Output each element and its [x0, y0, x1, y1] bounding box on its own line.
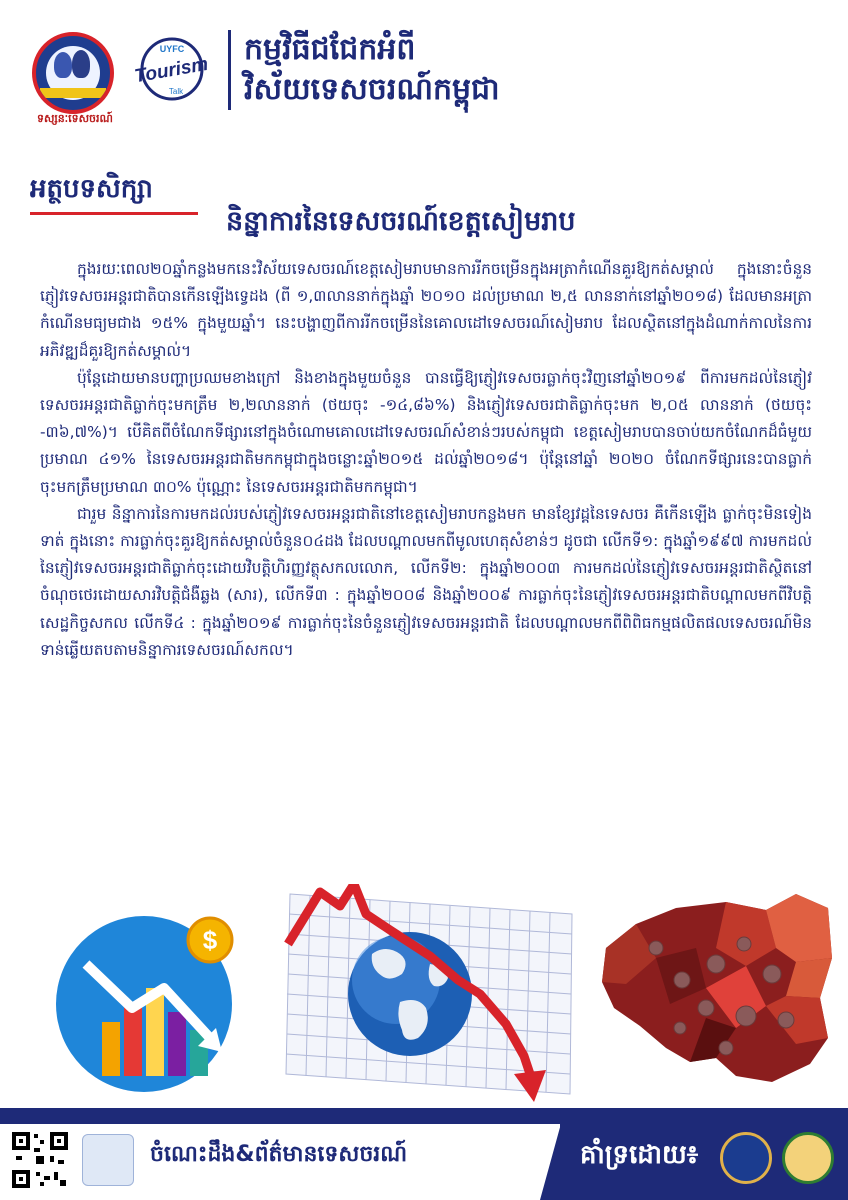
- program-title-line1: កម្មវិធីជជែកអំពី: [244, 32, 416, 67]
- tourism-talk-logo-bottom: Talk: [168, 87, 184, 96]
- footer-info-text: ចំណេះដឹង&ព័ត៌មានទេសចរណ៍: [150, 1142, 408, 1167]
- provincial-seal-icon: [782, 1132, 834, 1184]
- ministry-seal-icon: [720, 1132, 772, 1184]
- coin-symbol: $: [202, 925, 218, 955]
- tourism-talk-logo: [124, 34, 220, 104]
- organization-logo: [32, 32, 114, 114]
- organization-logo-caption: ទស្សនៈទេសចរណ៍: [37, 112, 113, 125]
- qr-code-icon[interactable]: [10, 1130, 70, 1190]
- footer-slant: [540, 1120, 562, 1200]
- globe-falling-graph-icon: [280, 884, 580, 1106]
- paragraph-1: ក្នុងរយៈពេល២០ឆ្នាំកន្លងមកនេះវិស័យទេសចរណ៍ខេត្តសៀមរាបមានការរីកចម្រើនក្នុងអត្រាកំណើនគួរឱ្យកត់សម្គាល់ ក្នុងនោះចំនួនភ្ញៀវទេសចរអន្តរជាតិបានកើនឡើងទ្វេដង (ពី ១,៣លាននាក់ក្នុងឆ្នាំ ២០១០ ដល់ប្រមាណ ២,៥ លាននាក់នៅឆ្នាំ២០១៨) ដែលមានអត្រាកំណើនមធ្យមជាង ១៥% ក្នុងមួយឆ្នាំ។ នេះបង្ហាញពីការរីកចម្រើននៃគោលដៅទេសចរណ៍សៀមរាប ដែលស្ថិតនៅក្នុងដំណាក់កាលនៃការអភិវឌ្ឍដ៏គួរឱ្យកត់សម្គាល់។: [40, 260, 812, 360]
- angkor-temple-logo: [82, 1134, 134, 1186]
- section-underline: [30, 212, 198, 215]
- article-title: និន្នាការនៃទេសចរណ៍ខេត្តសៀមរាប: [226, 206, 576, 237]
- paragraph-2: ប៉ុន្តែដោយមានបញ្ហាប្រឈមខាងក្រៅ និងខាងក្នុងមួយចំនួន បានធ្វើឱ្យភ្ញៀវទេសចរធ្លាក់ចុះវិញនៅឆ្នាំ២០១៩ ពីការមកដល់នៃភ្ញៀវទេសចរអន្តរជាតិធ្លាក់ចុះមកត្រឹម ២,២លាននាក់ (ថយចុះ -១៤,៨៦%) និងភ្ញៀវទេសចរជាតិធ្លាក់ចុះមក ២,០៥ លាននាក់ (ថយចុះ -៣៦,៧%)។ បើគិតពីចំណែកទីផ្សារនៅក្នុងចំណោមគោលដៅទេសចរណ៍សំខាន់ៗរបស់កម្ពុជា ខេត្តសៀមរាបបានចាប់យកចំណែកដ៏ធំមួយប្រមាណ ៤១% នៃទេសចរអន្តរជាតិមកកម្ពុជាក្នុងចន្លោះឆ្នាំ២០១៥ ដល់ឆ្នាំ២០១៨។ ប៉ុន្តែនៅឆ្នាំ ២០២០ ចំណែកទីផ្សារនេះបានធ្លាក់ចុះមកត្រឹមប្រមាណ ៣០% ប៉ុណ្ណោះ នៃទេសចរអន្តរជាតិមកកម្ពុជា។: [40, 368, 812, 496]
- program-title: [244, 30, 500, 110]
- tourism-talk-logo-text: Tourism: [133, 53, 210, 88]
- header-divider: [228, 30, 231, 110]
- cambodia-covid-map-icon: [596, 888, 836, 1088]
- program-title-line2: វិស័យទេសចរណ៍កម្ពុជា: [244, 72, 500, 107]
- paragraph-3: ជារួម និន្នាការនៃការមកដល់របស់ភ្ញៀវទេសចរអន្តរជាតិនៅខេត្តសៀមរាបកន្លងមក មានខ្សែវដ្តនៃទេសចរ គឺកើនឡើង ធ្លាក់ចុះមិនទៀងទាត់ ក្នុងនោះ ការធ្លាក់ចុះគួរឱ្យកត់សម្គាល់ចំនួន០៤ដង ដែលបណ្តាលមកពីមូលហេតុសំខាន់ៗ ដូចជា លើកទី១: ក្នុងឆ្នាំ១៩៩៧ ការមកដល់នៃភ្ញៀវទេសចរអន្តរជាតិធ្លាក់ចុះដោយវិបត្តិហិរញ្ញវត្ថុសកលលោក, លើកទី២: ក្នុងឆ្នាំ២០០៣ ការមកដល់នៃភ្ញៀវទេសចរអន្តរជាតិស្ថិតនៅចំណុចថេរដោយសារវិបត្តិជំងឺឆ្លង (សារ), លើកទី៣ : ក្នុងឆ្នាំ២០០៨ និងឆ្នាំ២០០៩ ការធ្លាក់ចុះនៃភ្ញៀវទេសចរអន្តរជាតិបណ្តាលមកពីវិបត្តិសេដ្ឋកិច្ចសកល លើកទី៤ : ក្នុងឆ្នាំ២០១៩ ការធ្លាក់ចុះនៃចំនួនភ្ញៀវទេសចរអន្តរជាតិ ដែលបណ្តាលមកពីពិពិធកម្មផលិតផលទេសចរណ៍មិនទាន់ឆ្លើយតបតាមនិន្នាការទេសចរណ៍សកល។: [40, 504, 812, 659]
- article-body: [40, 256, 812, 664]
- support-text: គាំទ្រដោយ៖: [580, 1140, 699, 1170]
- declining-bar-chart-coin-icon: [50, 904, 254, 1094]
- section-label: អត្ថបទសិក្សា: [30, 174, 153, 204]
- tourism-talk-logo-top: UYFC: [159, 44, 185, 54]
